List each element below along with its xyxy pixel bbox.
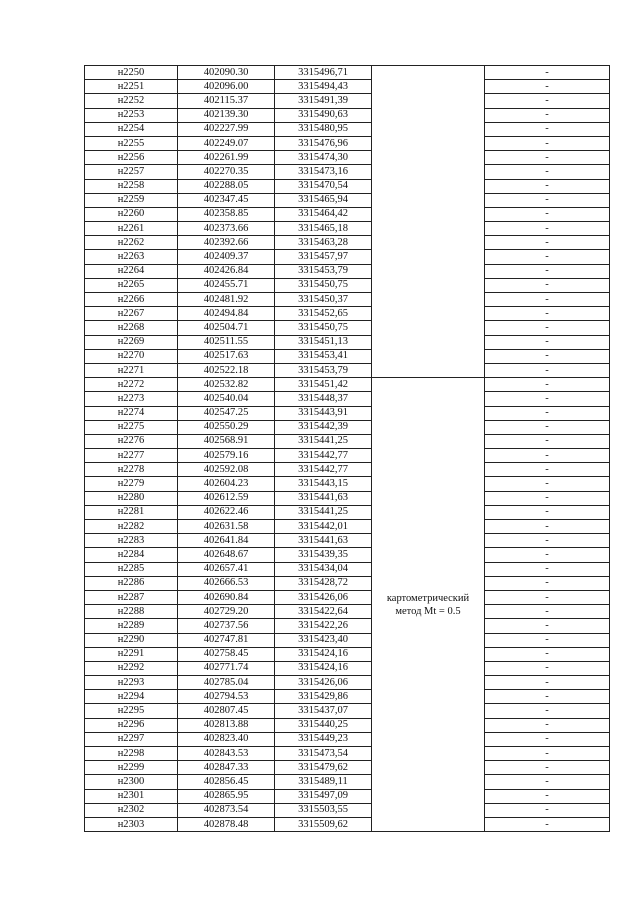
point-id-cell: н2258	[85, 179, 178, 193]
dash-cell: -	[485, 179, 610, 193]
y-coordinate-cell: 3315494,43	[275, 80, 372, 94]
x-coordinate-cell: 402481.92	[178, 293, 275, 307]
y-coordinate-cell: 3315428,72	[275, 576, 372, 590]
dash-cell: -	[485, 193, 610, 207]
dash-cell: -	[485, 803, 610, 817]
point-id-cell: н2289	[85, 619, 178, 633]
x-coordinate-cell: 402096.00	[178, 80, 275, 94]
dash-cell: -	[485, 250, 610, 264]
dash-cell: -	[485, 619, 610, 633]
y-coordinate-cell: 3315496,71	[275, 66, 372, 80]
point-id-cell: н2268	[85, 321, 178, 335]
point-id-cell: н2286	[85, 576, 178, 590]
x-coordinate-cell: 402504.71	[178, 321, 275, 335]
x-coordinate-cell: 402511.55	[178, 335, 275, 349]
y-coordinate-cell: 3315450,75	[275, 278, 372, 292]
dash-cell: -	[485, 264, 610, 278]
point-id-cell: н2266	[85, 293, 178, 307]
table-row	[85, 250, 610, 264]
point-id-cell: н2252	[85, 94, 178, 108]
y-coordinate-cell: 3315479,62	[275, 761, 372, 775]
y-coordinate-cell: 3315442,39	[275, 420, 372, 434]
y-coordinate-cell: 3315440,25	[275, 718, 372, 732]
dash-cell: -	[485, 491, 610, 505]
point-id-cell: н2300	[85, 775, 178, 789]
point-id-cell: н2298	[85, 747, 178, 761]
point-id-cell: н2303	[85, 817, 178, 831]
y-coordinate-cell: 3315437,07	[275, 704, 372, 718]
y-coordinate-cell: 3315429,86	[275, 690, 372, 704]
dash-cell: -	[485, 278, 610, 292]
dash-cell: -	[485, 378, 610, 392]
x-coordinate-cell: 402568.91	[178, 434, 275, 448]
dash-cell: -	[485, 718, 610, 732]
table-row	[85, 548, 610, 562]
point-id-cell: н2255	[85, 136, 178, 150]
y-coordinate-cell: 3315465,18	[275, 222, 372, 236]
table-row	[85, 122, 610, 136]
x-coordinate-cell: 402288.05	[178, 179, 275, 193]
point-id-cell: н2270	[85, 349, 178, 363]
table-row	[85, 520, 610, 534]
point-id-cell: н2302	[85, 803, 178, 817]
x-coordinate-cell: 402641.84	[178, 534, 275, 548]
point-id-cell: н2277	[85, 449, 178, 463]
dash-cell: -	[485, 520, 610, 534]
x-coordinate-cell: 402547.25	[178, 406, 275, 420]
x-coordinate-cell: 402426.84	[178, 264, 275, 278]
table-row	[85, 378, 610, 392]
method-label-line-2: метод Mt = 0.5	[395, 605, 461, 617]
table-row	[85, 477, 610, 491]
dash-cell: -	[485, 590, 610, 604]
x-coordinate-cell: 402249.07	[178, 136, 275, 150]
dash-cell: -	[485, 236, 610, 250]
y-coordinate-cell: 3315448,37	[275, 392, 372, 406]
x-coordinate-cell: 402758.45	[178, 647, 275, 661]
table-row	[85, 406, 610, 420]
table-row	[85, 803, 610, 817]
table-row	[85, 363, 610, 377]
table-row	[85, 690, 610, 704]
dash-cell: -	[485, 747, 610, 761]
dash-cell: -	[485, 434, 610, 448]
x-coordinate-cell: 402494.84	[178, 307, 275, 321]
dash-cell: -	[485, 633, 610, 647]
x-coordinate-cell: 402604.23	[178, 477, 275, 491]
x-coordinate-cell: 402878.48	[178, 817, 275, 831]
dash-cell: -	[485, 108, 610, 122]
coordinates-sheet	[84, 65, 604, 832]
point-id-cell: н2253	[85, 108, 178, 122]
dash-cell: -	[485, 363, 610, 377]
y-coordinate-cell: 3315426,06	[275, 590, 372, 604]
y-coordinate-cell: 3315480,95	[275, 122, 372, 136]
table-row	[85, 463, 610, 477]
x-coordinate-cell: 402737.56	[178, 619, 275, 633]
table-row	[85, 321, 610, 335]
y-coordinate-cell: 3315443,15	[275, 477, 372, 491]
table-row	[85, 193, 610, 207]
dash-cell: -	[485, 505, 610, 519]
point-id-cell: н2283	[85, 534, 178, 548]
y-coordinate-cell: 3315443,91	[275, 406, 372, 420]
y-coordinate-cell: 3315476,96	[275, 136, 372, 150]
table-row	[85, 605, 610, 619]
dash-cell: -	[485, 321, 610, 335]
y-coordinate-cell: 3315442,77	[275, 463, 372, 477]
dash-cell: -	[485, 165, 610, 179]
dash-cell: -	[485, 534, 610, 548]
y-coordinate-cell: 3315442,01	[275, 520, 372, 534]
point-id-cell: н2280	[85, 491, 178, 505]
point-id-cell: н2274	[85, 406, 178, 420]
dash-cell: -	[485, 307, 610, 321]
y-coordinate-cell: 3315441,25	[275, 505, 372, 519]
point-id-cell: н2293	[85, 676, 178, 690]
y-coordinate-cell: 3315464,42	[275, 207, 372, 221]
table-row	[85, 66, 610, 80]
x-coordinate-cell: 402592.08	[178, 463, 275, 477]
point-id-cell: н2301	[85, 789, 178, 803]
x-coordinate-cell: 402847.33	[178, 761, 275, 775]
table-row	[85, 392, 610, 406]
y-coordinate-cell: 3315424,16	[275, 661, 372, 675]
point-id-cell: н2284	[85, 548, 178, 562]
x-coordinate-cell: 402115.37	[178, 94, 275, 108]
table-row	[85, 761, 610, 775]
table-row	[85, 619, 610, 633]
dash-cell: -	[485, 222, 610, 236]
y-coordinate-cell: 3315503,55	[275, 803, 372, 817]
table-row	[85, 661, 610, 675]
y-coordinate-cell: 3315451,13	[275, 335, 372, 349]
point-id-cell: н2282	[85, 520, 178, 534]
point-id-cell: н2290	[85, 633, 178, 647]
point-id-cell: н2261	[85, 222, 178, 236]
y-coordinate-cell: 3315424,16	[275, 647, 372, 661]
x-coordinate-cell: 402856.45	[178, 775, 275, 789]
table-row	[85, 236, 610, 250]
table-row	[85, 207, 610, 221]
dash-cell: -	[485, 817, 610, 831]
point-id-cell: н2272	[85, 378, 178, 392]
table-row	[85, 165, 610, 179]
y-coordinate-cell: 3315423,40	[275, 633, 372, 647]
table-row	[85, 293, 610, 307]
x-coordinate-cell: 402373.66	[178, 222, 275, 236]
point-id-cell: н2292	[85, 661, 178, 675]
x-coordinate-cell: 402747.81	[178, 633, 275, 647]
x-coordinate-cell: 402631.58	[178, 520, 275, 534]
point-id-cell: н2257	[85, 165, 178, 179]
dash-cell: -	[485, 335, 610, 349]
x-coordinate-cell: 402612.59	[178, 491, 275, 505]
dash-cell: -	[485, 151, 610, 165]
table-row	[85, 278, 610, 292]
point-id-cell: н2279	[85, 477, 178, 491]
point-id-cell: н2267	[85, 307, 178, 321]
point-id-cell: н2269	[85, 335, 178, 349]
point-id-cell: н2259	[85, 193, 178, 207]
dash-cell: -	[485, 207, 610, 221]
x-coordinate-cell: 402785.04	[178, 676, 275, 690]
coordinates-table-body	[85, 66, 610, 832]
y-coordinate-cell: 3315441,25	[275, 434, 372, 448]
x-coordinate-cell: 402139.30	[178, 108, 275, 122]
table-row	[85, 94, 610, 108]
y-coordinate-cell: 3315497,09	[275, 789, 372, 803]
dash-cell: -	[485, 562, 610, 576]
y-coordinate-cell: 3315450,75	[275, 321, 372, 335]
y-coordinate-cell: 3315441,63	[275, 534, 372, 548]
point-id-cell: н2288	[85, 605, 178, 619]
point-id-cell: н2278	[85, 463, 178, 477]
y-coordinate-cell: 3315450,37	[275, 293, 372, 307]
point-id-cell: н2291	[85, 647, 178, 661]
x-coordinate-cell: 402666.53	[178, 576, 275, 590]
y-coordinate-cell: 3315439,35	[275, 548, 372, 562]
dash-cell: -	[485, 136, 610, 150]
table-row	[85, 420, 610, 434]
table-row	[85, 151, 610, 165]
dash-cell: -	[485, 690, 610, 704]
dash-cell: -	[485, 548, 610, 562]
dash-cell: -	[485, 420, 610, 434]
point-id-cell: н2254	[85, 122, 178, 136]
table-row	[85, 633, 610, 647]
dash-cell: -	[485, 775, 610, 789]
point-id-cell: н2299	[85, 761, 178, 775]
dash-cell: -	[485, 406, 610, 420]
table-row	[85, 349, 610, 363]
point-id-cell: н2281	[85, 505, 178, 519]
dash-cell: -	[485, 293, 610, 307]
x-coordinate-cell: 402550.29	[178, 420, 275, 434]
table-row	[85, 747, 610, 761]
table-row	[85, 817, 610, 831]
dash-cell: -	[485, 66, 610, 80]
point-id-cell: н2260	[85, 207, 178, 221]
table-row	[85, 505, 610, 519]
table-row	[85, 108, 610, 122]
dash-cell: -	[485, 761, 610, 775]
x-coordinate-cell: 402729.20	[178, 605, 275, 619]
dash-cell: -	[485, 122, 610, 136]
x-coordinate-cell: 402771.74	[178, 661, 275, 675]
x-coordinate-cell: 402823.40	[178, 732, 275, 746]
x-coordinate-cell: 402090.30	[178, 66, 275, 80]
dash-cell: -	[485, 349, 610, 363]
x-coordinate-cell: 402690.84	[178, 590, 275, 604]
table-row	[85, 534, 610, 548]
x-coordinate-cell: 402455.71	[178, 278, 275, 292]
x-coordinate-cell: 402522.18	[178, 363, 275, 377]
y-coordinate-cell: 3315453,41	[275, 349, 372, 363]
y-coordinate-cell: 3315434,04	[275, 562, 372, 576]
table-row	[85, 491, 610, 505]
table-row	[85, 704, 610, 718]
y-coordinate-cell: 3315491,39	[275, 94, 372, 108]
table-row	[85, 434, 610, 448]
table-row	[85, 562, 610, 576]
point-id-cell: н2287	[85, 590, 178, 604]
y-coordinate-cell: 3315453,79	[275, 363, 372, 377]
table-row	[85, 264, 610, 278]
x-coordinate-cell: 402392.66	[178, 236, 275, 250]
x-coordinate-cell: 402579.16	[178, 449, 275, 463]
y-coordinate-cell: 3315489,11	[275, 775, 372, 789]
point-id-cell: н2271	[85, 363, 178, 377]
point-id-cell: н2275	[85, 420, 178, 434]
x-coordinate-cell: 402358.85	[178, 207, 275, 221]
y-coordinate-cell: 3315422,26	[275, 619, 372, 633]
point-id-cell: н2251	[85, 80, 178, 94]
dash-cell: -	[485, 94, 610, 108]
table-row	[85, 732, 610, 746]
y-coordinate-cell: 3315473,16	[275, 165, 372, 179]
table-row	[85, 136, 610, 150]
method-cell	[372, 378, 485, 832]
dash-cell: -	[485, 80, 610, 94]
point-id-cell: н2273	[85, 392, 178, 406]
y-coordinate-cell: 3315474,30	[275, 151, 372, 165]
x-coordinate-cell: 402807.45	[178, 704, 275, 718]
x-coordinate-cell: 402270.35	[178, 165, 275, 179]
x-coordinate-cell: 402843.53	[178, 747, 275, 761]
y-coordinate-cell: 3315470,54	[275, 179, 372, 193]
dash-cell: -	[485, 576, 610, 590]
x-coordinate-cell: 402540.04	[178, 392, 275, 406]
y-coordinate-cell: 3315453,79	[275, 264, 372, 278]
method-label-line-1: картометрический	[386, 592, 470, 604]
y-coordinate-cell: 3315509,62	[275, 817, 372, 831]
x-coordinate-cell: 402227.99	[178, 122, 275, 136]
table-row	[85, 449, 610, 463]
x-coordinate-cell: 402517.63	[178, 349, 275, 363]
table-row	[85, 647, 610, 661]
dash-cell: -	[485, 605, 610, 619]
table-row	[85, 590, 610, 604]
table-row	[85, 789, 610, 803]
dash-cell: -	[485, 676, 610, 690]
y-coordinate-cell: 3315465,94	[275, 193, 372, 207]
table-row	[85, 676, 610, 690]
x-coordinate-cell: 402813.88	[178, 718, 275, 732]
point-id-cell: н2263	[85, 250, 178, 264]
dash-cell: -	[485, 449, 610, 463]
point-id-cell: н2285	[85, 562, 178, 576]
y-coordinate-cell: 3315473,54	[275, 747, 372, 761]
dash-cell: -	[485, 392, 610, 406]
x-coordinate-cell: 402532.82	[178, 378, 275, 392]
y-coordinate-cell: 3315452,65	[275, 307, 372, 321]
y-coordinate-cell: 3315426,06	[275, 676, 372, 690]
coordinates-table	[84, 65, 610, 832]
x-coordinate-cell: 402261.99	[178, 151, 275, 165]
dash-cell: -	[485, 789, 610, 803]
x-coordinate-cell: 402794.53	[178, 690, 275, 704]
table-row	[85, 775, 610, 789]
table-row	[85, 80, 610, 94]
y-coordinate-cell: 3315422,64	[275, 605, 372, 619]
x-coordinate-cell: 402648.67	[178, 548, 275, 562]
x-coordinate-cell: 402657.41	[178, 562, 275, 576]
x-coordinate-cell: 402347.45	[178, 193, 275, 207]
x-coordinate-cell: 402865.95	[178, 789, 275, 803]
point-id-cell: н2294	[85, 690, 178, 704]
table-row	[85, 179, 610, 193]
y-coordinate-cell: 3315463,28	[275, 236, 372, 250]
point-id-cell: н2262	[85, 236, 178, 250]
table-row	[85, 718, 610, 732]
table-row	[85, 576, 610, 590]
y-coordinate-cell: 3315442,77	[275, 449, 372, 463]
method-cell-upper	[372, 66, 485, 378]
point-id-cell: н2256	[85, 151, 178, 165]
point-id-cell: н2295	[85, 704, 178, 718]
dash-cell: -	[485, 463, 610, 477]
x-coordinate-cell: 402873.54	[178, 803, 275, 817]
point-id-cell: н2265	[85, 278, 178, 292]
x-coordinate-cell: 402622.46	[178, 505, 275, 519]
y-coordinate-cell: 3315451,42	[275, 378, 372, 392]
y-coordinate-cell: 3315457,97	[275, 250, 372, 264]
y-coordinate-cell: 3315490,63	[275, 108, 372, 122]
table-row	[85, 222, 610, 236]
point-id-cell: н2264	[85, 264, 178, 278]
x-coordinate-cell: 402409.37	[178, 250, 275, 264]
point-id-cell: н2276	[85, 434, 178, 448]
dash-cell: -	[485, 704, 610, 718]
point-id-cell: н2250	[85, 66, 178, 80]
point-id-cell: н2296	[85, 718, 178, 732]
point-id-cell: н2297	[85, 732, 178, 746]
y-coordinate-cell: 3315441,63	[275, 491, 372, 505]
dash-cell: -	[485, 647, 610, 661]
dash-cell: -	[485, 732, 610, 746]
y-coordinate-cell: 3315449,23	[275, 732, 372, 746]
table-row	[85, 335, 610, 349]
dash-cell: -	[485, 661, 610, 675]
dash-cell: -	[485, 477, 610, 491]
table-row	[85, 307, 610, 321]
